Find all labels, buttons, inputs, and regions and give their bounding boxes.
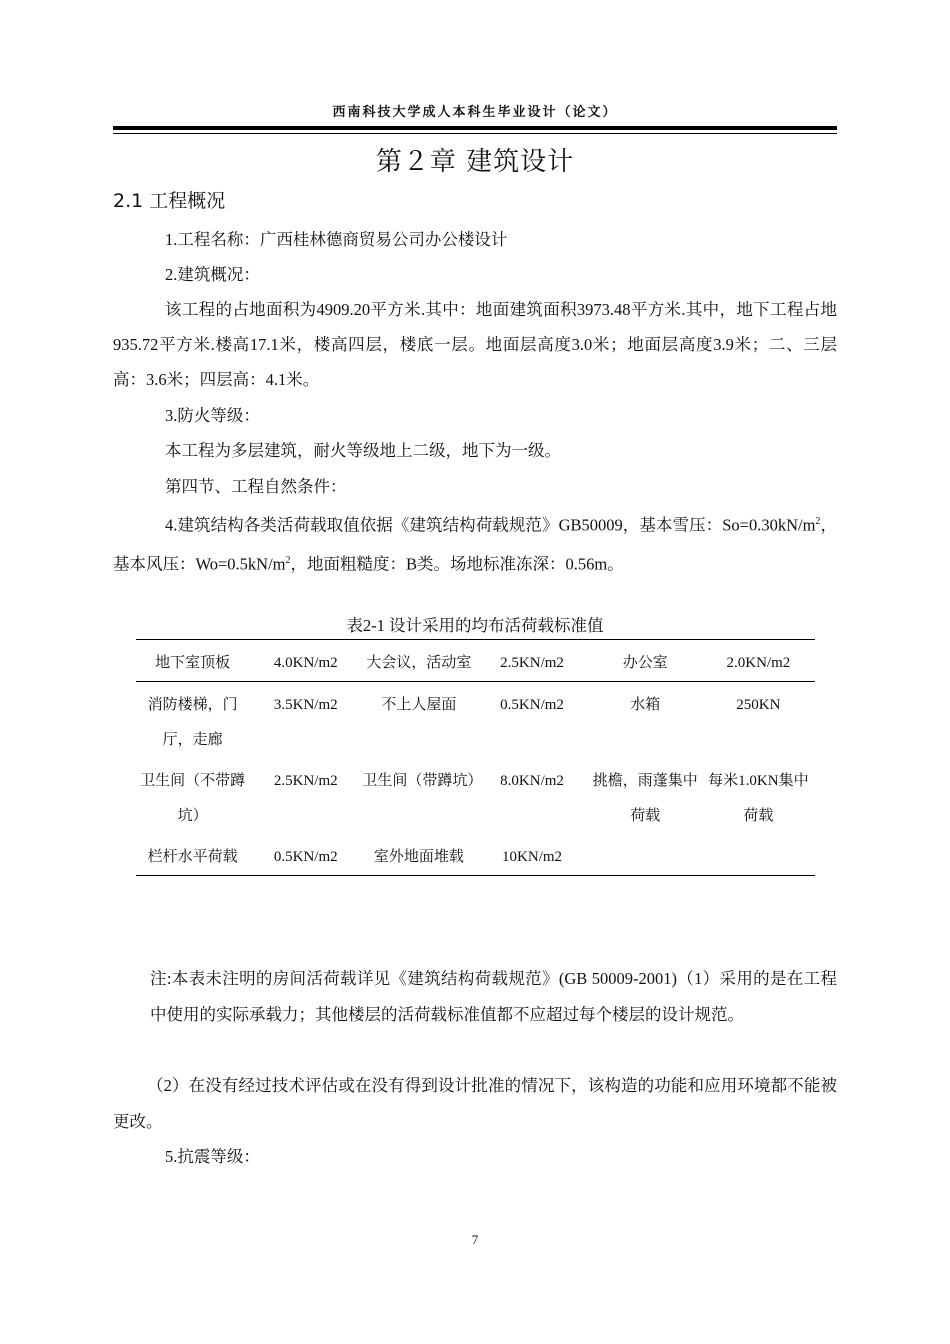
section-title: 2.1 工程概况 [113, 190, 226, 212]
chapter-title: 第２章 建筑设计 [375, 147, 575, 177]
table-row [136, 640, 815, 682]
load-table [136, 639, 815, 876]
table-cell: 卫生间（不带蹲坑） [140, 773, 246, 824]
fire-rating-paragraph: 本工程为多层建筑，耐火等级地上二级，地下为一级。 [165, 441, 561, 460]
table-cell: 每米1.0KN集中荷载 [708, 773, 809, 824]
table-cell: 卫生间（带蹲坑） [362, 773, 483, 789]
building-overview-heading: 2.建筑概况： [165, 265, 260, 284]
table-cell: 8.0KN/m2 [500, 773, 564, 789]
table-cell: 2.5KN/m2 [273, 773, 338, 789]
table-row [136, 834, 815, 876]
table-cell: 不上人屋面 [381, 697, 457, 713]
header-rule-thick [113, 126, 837, 130]
table-cell: 水箱 [630, 697, 661, 713]
load-basis-paragraph [113, 504, 837, 581]
load-basis-text-b: ，基本风压：Wo=0.5kN/m [113, 515, 837, 573]
natural-conditions-heading: 第四节、工程自然条件： [165, 477, 347, 496]
table-note: 注:本表未注明的房间活荷载详见《建筑结构荷载规范》(GB 50009-2001)（1）采用的是在工程中使用的实际承载力；其他楼层的活荷载标准值都不应超过每个楼层的设计规范。 [150, 969, 837, 1024]
table-cell [702, 834, 815, 876]
table-cell: 4.0KN/m2 [249, 640, 362, 682]
table-cell: 3.5KN/m2 [273, 697, 338, 713]
note-2-paragraph: （2）在没有经过技术评估或在没有得到设计批准的情况下，该构造的功能和应用环境都不能被更改。 [113, 1076, 837, 1131]
superscript-2: 2 [815, 516, 821, 527]
project-name-paragraph: 1.工程名称：广西桂林德商贸易公司办公楼设计 [165, 230, 508, 249]
running-header: 西南科技大学成人本科生毕业设计（论文） [332, 105, 618, 120]
table-row [136, 758, 815, 834]
header-rule-thin [113, 133, 837, 134]
building-overview-paragraph: 该工程的占地面积为4909.20平方米.其中：地面建筑面积3973.48平方米.其中，地下工程占地935.72平方米.楼高17.1米，楼高四层，楼底一层。地面层高度3.0米；地面层高度3.9米；二、三层高：3.6米；四层高：4.1米。 [113, 300, 837, 389]
table-cell [589, 834, 702, 876]
table-cell: 消防楼梯，门厅，走廊 [147, 697, 238, 748]
table-cell: 0.5KN/m2 [273, 849, 338, 865]
table-cell: 栏杆水平荷载 [147, 849, 238, 865]
superscript-2: 2 [285, 554, 291, 566]
seismic-grade-heading: 5.抗震等级： [165, 1147, 260, 1166]
table-cell: 挑檐，雨蓬集中荷载 [592, 773, 698, 824]
table-row [136, 682, 815, 759]
table-cell: 0.5KN/m2 [500, 697, 564, 713]
table-cell: 办公室 [589, 640, 702, 682]
load-basis-text-a: 4.建筑结构各类活荷载取值依据《建筑结构荷载规范》GB50009，基本雪压：So=0.30kN/m [165, 515, 816, 535]
table-cell: 2.0KN/m2 [702, 640, 815, 682]
fire-rating-heading: 3.防火等级： [165, 406, 260, 425]
table-cell: 室外地面堆载 [373, 849, 464, 865]
table-cell: 地下室顶板 [136, 640, 249, 682]
load-basis-text-c: ，地面粗糙度：B类。场地标准冻深：0.56m。 [290, 554, 624, 573]
table-cell: 2.5KN/m2 [475, 640, 588, 682]
table-cell: 10KN/m2 [502, 849, 563, 865]
page-number: 7 [471, 1232, 479, 1247]
table-caption: 表2-1 设计采用的均布活荷载标准值 [346, 616, 604, 635]
table-cell: 250KN [736, 697, 781, 713]
table-cell: 大会议，活动室 [362, 640, 475, 682]
